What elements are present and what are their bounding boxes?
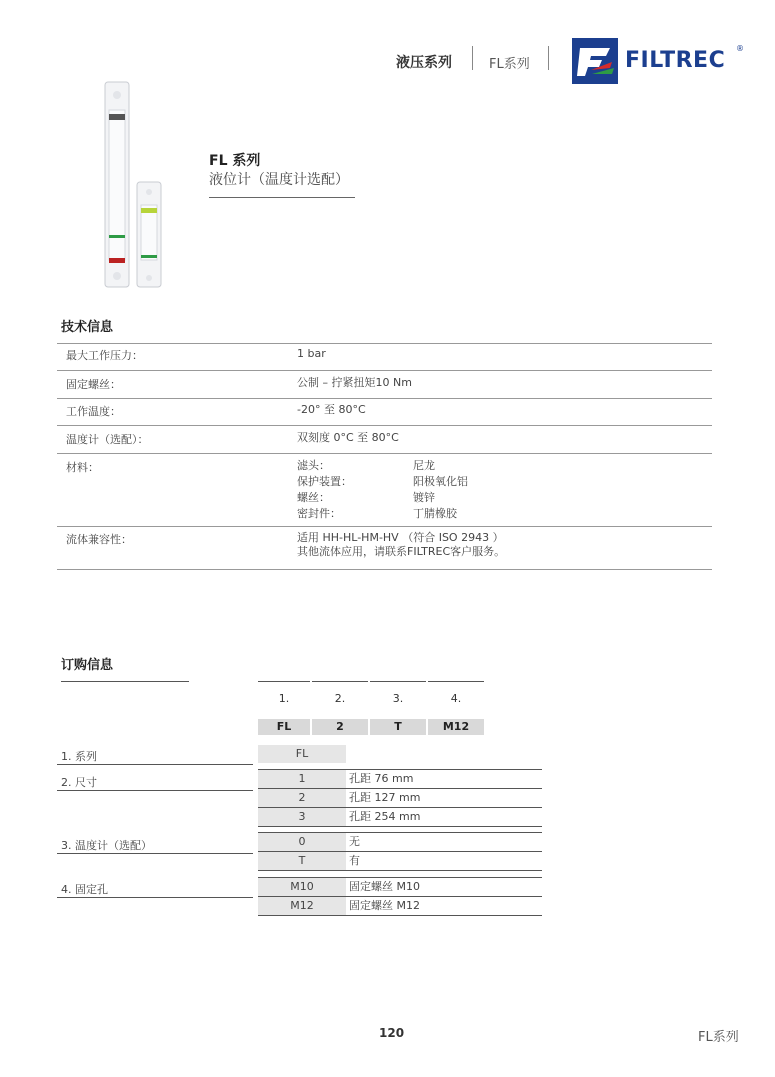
title-underline: [209, 197, 355, 198]
material-part: 保护装置：: [297, 475, 352, 488]
option-desc: 固定螺丝 M12: [349, 899, 420, 912]
option-code: 1: [258, 770, 346, 788]
table-rule: [57, 343, 712, 344]
product-title: FL 系列: [209, 153, 261, 169]
header-series: 液压系列: [396, 55, 452, 71]
table-rule: [57, 398, 712, 399]
option-code: 0: [258, 833, 346, 851]
group-label: 4. 固定孔: [61, 883, 108, 896]
tech-value: 其他流体应用，请联系FILTREC客户服务。: [297, 545, 506, 558]
option-code: M10: [258, 878, 346, 896]
column-rule: [428, 681, 484, 682]
label-rule: [57, 790, 253, 791]
label-rule: [57, 764, 253, 765]
column-rule: [258, 681, 310, 682]
group-label: 3. 温度计（选配）: [61, 839, 152, 852]
material-part: 螺丝：: [297, 491, 330, 504]
header-subseries: FL系列: [489, 57, 530, 72]
option-desc: 固定螺丝 M10: [349, 880, 420, 893]
tech-label: 固定螺丝：: [66, 378, 121, 391]
option-code: M12: [258, 897, 346, 915]
tech-label: 工作温度：: [66, 405, 121, 418]
material-value: 阳极氧化铝: [413, 475, 468, 488]
filtrec-logo-icon: [572, 38, 618, 84]
table-rule: [57, 425, 712, 426]
option-desc: 有: [349, 854, 360, 867]
product-subtitle: 液位计（温度计选配）: [209, 172, 349, 188]
option-desc: 孔距 76 mm: [349, 772, 414, 785]
tech-label: 流体兼容性：: [66, 533, 132, 546]
tech-value: 双刻度 0°C 至 80°C: [297, 431, 399, 444]
tech-value: -20° 至 80°C: [297, 403, 366, 416]
position-label: 1.: [278, 692, 290, 705]
option-desc: 无: [349, 835, 360, 848]
option-code: FL: [258, 745, 346, 763]
material-value: 尼龙: [413, 459, 435, 472]
option-desc: 孔距 254 mm: [349, 810, 421, 823]
column-rule: [370, 681, 426, 682]
tech-label: 温度计（选配）：: [66, 433, 149, 446]
example-code: 2: [312, 719, 368, 735]
table-rule: [57, 526, 712, 527]
row-rule: [258, 826, 542, 827]
example-code: T: [370, 719, 426, 735]
label-rule: [57, 897, 253, 898]
material-value: 镀锌: [413, 491, 435, 504]
material-part: 滤头：: [297, 459, 330, 472]
tech-value: 适用 HH-HL-HM-HV （符合 ISO 2943 ）: [297, 531, 504, 544]
heading-underline: [61, 681, 189, 682]
tech-label: 最大工作压力：: [66, 349, 143, 362]
material-part: 密封件：: [297, 507, 341, 520]
footer-series: FL系列: [698, 1030, 739, 1045]
option-code: T: [258, 852, 346, 870]
header-divider: [548, 46, 549, 70]
position-label: 2.: [334, 692, 346, 705]
header-divider: [472, 46, 473, 70]
position-label: 4.: [450, 692, 462, 705]
material-value: 丁腈橡胶: [413, 507, 457, 520]
option-code: 3: [258, 808, 346, 826]
tech-value: 1 bar: [297, 347, 326, 360]
option-desc: 孔距 127 mm: [349, 791, 421, 804]
table-rule: [57, 370, 712, 371]
row-rule: [258, 915, 542, 916]
tech-label: 材料：: [66, 461, 99, 474]
group-label: 2. 尺寸: [61, 776, 97, 789]
option-code: 2: [258, 789, 346, 807]
row-rule: [258, 870, 542, 871]
tech-heading: 技术信息: [61, 320, 114, 335]
example-code: FL: [258, 719, 310, 735]
label-rule: [57, 853, 253, 854]
table-rule: [57, 569, 712, 570]
column-rule: [312, 681, 368, 682]
registered-mark: ®: [736, 44, 744, 53]
example-code: M12: [428, 719, 484, 735]
product-image: [100, 80, 170, 290]
table-rule: [57, 453, 712, 454]
ordering-heading: 订购信息: [61, 658, 114, 673]
position-label: 3.: [392, 692, 404, 705]
group-label: 1. 系列: [61, 750, 97, 763]
page-number: 120: [379, 1026, 405, 1040]
tech-value: 公制 – 拧紧扭矩10 Nm: [297, 376, 412, 389]
brand-name: FILTREC: [625, 48, 726, 73]
